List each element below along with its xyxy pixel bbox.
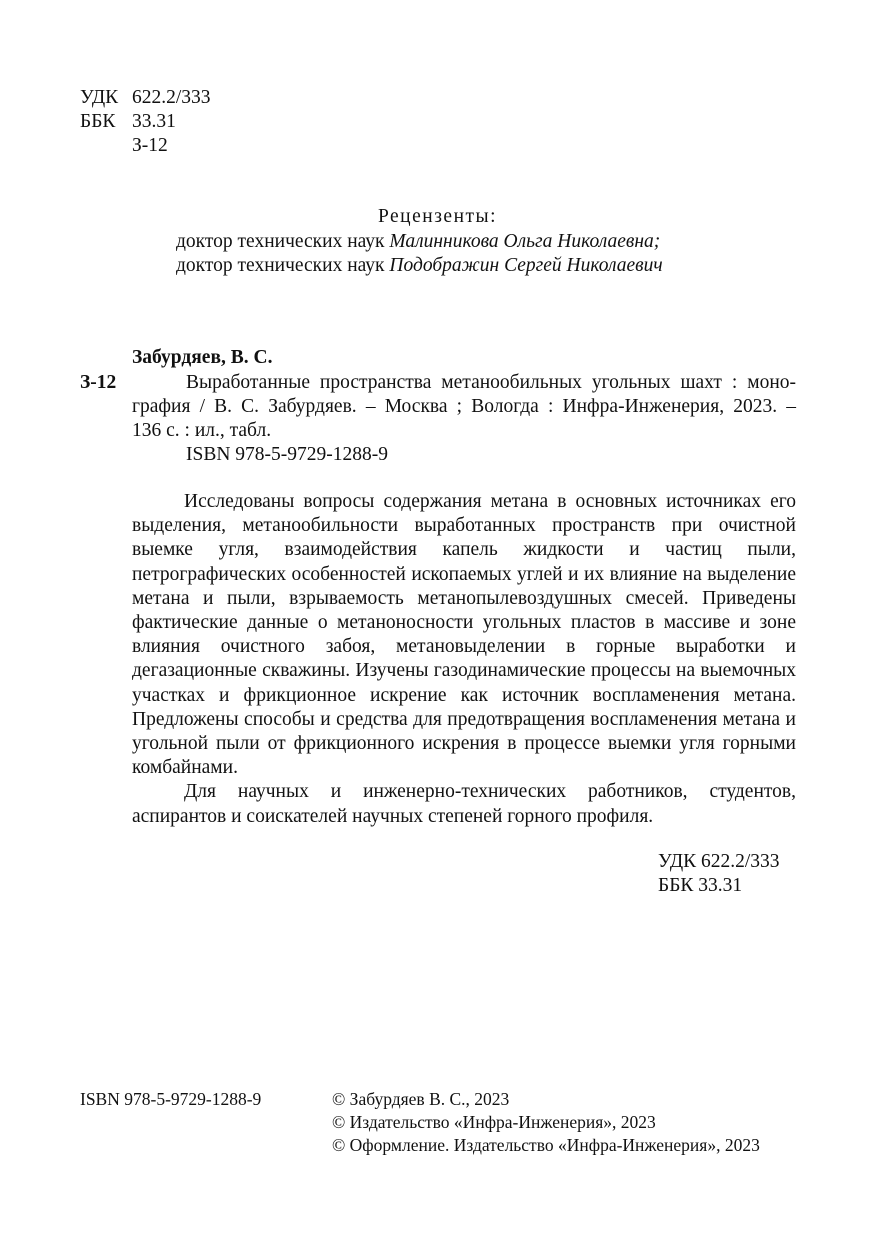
bibliographic-mark: З-12 [80, 372, 117, 393]
bbk-label: ББК [80, 111, 116, 132]
description-line-2: графия / В. С. Забурдяев. – Москва ; Вологда : Инфра-Инженерия, 2023. – [132, 396, 796, 417]
udk-value: 622.2/333 [132, 87, 211, 108]
reviewer-2 [176, 254, 663, 278]
reviewer-1-degree: доктор технических наук [176, 231, 385, 252]
author-heading: Забурдяев, В. С. [132, 347, 273, 368]
copyright-publisher: © Издательство «Инфра-Инженерия», 2023 [332, 1112, 656, 1132]
reviewers-title: Рецензенты: [377, 206, 498, 227]
bottom-bbk: ББК 33.31 [658, 875, 743, 896]
footer-isbn: ISBN 978-5-9729-1288-9 [80, 1089, 262, 1109]
reviewer-2-degree: доктор технических наук [176, 255, 385, 276]
description-line-3: 136 с. : ил., табл. [132, 420, 272, 441]
description-line-1: Выработанные пространства метанообильных угольных шахт : моно- [186, 372, 796, 393]
author-mark: З-12 [132, 135, 168, 156]
copyright-design: © Оформление. Издательство «Инфра-Инженерия», 2023 [332, 1135, 760, 1155]
udk-label: УДК [80, 87, 119, 108]
reviewer-1 [176, 230, 660, 254]
reviewer-1-name: Малинникова Ольга Николаевна; [389, 231, 661, 252]
abstract [132, 490, 796, 829]
bottom-udk: УДК 622.2/333 [658, 851, 780, 872]
abstract-paragraph-2: Для научных и инженерно-технических работников, студентов, аспирантов и соискателей научных степеней горного профиля. [132, 781, 796, 827]
reviewer-2-name: Подображин Сергей Николаевич [389, 255, 663, 276]
bbk-value: 33.31 [132, 111, 176, 132]
copyright-author: © Забурдяев В. С., 2023 [332, 1089, 510, 1109]
isbn-record: ISBN 978-5-9729-1288-9 [186, 444, 389, 465]
abstract-paragraph-1: Исследованы вопросы содержания метана в основных источниках его выделения, метанообильности выработанных пространств при очистной выемке угля, взаимодействия капель жидкости и частиц пыли, петрографических особенностей ископаемых углей и их влияние на выделение метана и пыли, взрываемость метанопылевоздушных смесей. Приведены фактические данные о метаноносности угольных пластов в массиве и зоне влияния очистного забоя, метановыделении в горные выработки и дегазационные скважины. Изучены газодинамические процессы на выемочных участках и фрикционное искрение как источник воспламенения метана. Предложены способы и средства для предотвращения воспламенения метана и угольной пыли от фрикционного искрения в процессе выемки угля горными комбайнами. [132, 491, 796, 779]
